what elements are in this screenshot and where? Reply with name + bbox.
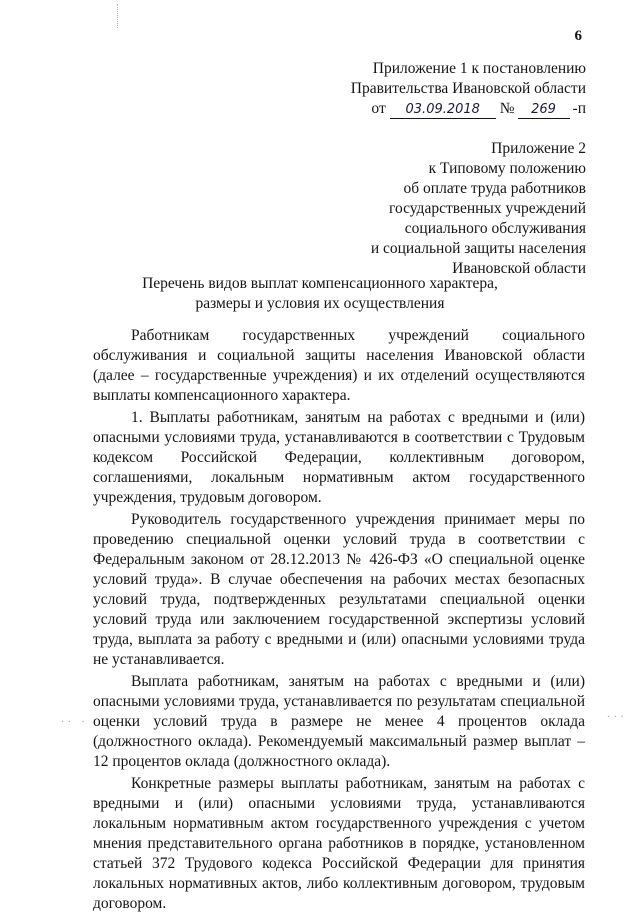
appendix2-line: и социальной защиты населения bbox=[370, 240, 586, 257]
document-title bbox=[90, 274, 550, 314]
appendix2-header bbox=[330, 139, 586, 279]
paragraph: Руководитель государственного учреждения принимает меры по проведению специальной оценки условий труда в соответствии с Федеральным законом от 28.12.2013 № 426-ФЗ «О специальной оценке условий труда». В случае обеспечения на рабочих местах безопасных условий труда, подтвержденных результатами специальной оценки условий труда или заключением государственной экспертизы условий труда, выплата за работу с вредными и (или) опасными условиями труда не устанавливается. bbox=[93, 511, 585, 668]
paragraph: 1. Выплаты работникам, занятым на работах с вредными и (или) опасными условиями труда, устанавливаются в соответствии с Трудовым кодексом Российской Федерации, коллективным договором, соглашениями, локальным нормативным актом государственного учреждения, трудовым договором. bbox=[93, 409, 585, 506]
number-label: № bbox=[499, 100, 515, 117]
paragraph: Выплата работникам, занятым на работах с вредными и (или) опасными условиями труда, устанавливается по результатам специальной оценки условий труда в размере не менее 4 процентов оклада (должностного оклада). Рекомендуемый максимальный размер выплат – 12 процентов оклада (должностного оклада). bbox=[93, 673, 585, 770]
appendix1-line2: Правительства Ивановской области bbox=[350, 80, 586, 97]
title-line2: размеры и условия их осуществления bbox=[195, 295, 445, 312]
title-line1: Перечень видов выплат компенсационного характера, bbox=[142, 275, 498, 292]
handwritten-date: 03.09.2018 bbox=[390, 102, 496, 119]
appendix2-line: об оплате труда работников bbox=[403, 180, 586, 197]
scan-mark bbox=[117, 4, 119, 28]
appendix2-line: к Типовому положению bbox=[428, 160, 586, 177]
appendix1-line1: Приложение 1 к постановлению bbox=[372, 60, 586, 77]
resolution-number-line bbox=[300, 99, 586, 119]
from-label: от bbox=[371, 100, 386, 117]
document-body bbox=[93, 326, 585, 916]
paragraph: Конкретные размеры выплаты работникам, занятым на работах с вредными и (или) опасными условиями труда, устанавливаются локальным нормативным актом государственного учреждения с учетом мнения представительного органа работников в порядке, установленном статьей 372 Трудового кодекса Российской Федерации для принятия локальных нормативных актов, либо коллективным договором, трудовым договором. bbox=[93, 775, 585, 912]
scan-dots: ··· bbox=[606, 712, 627, 721]
paragraph: Работникам государственных учреждений социального обслуживания и социальной защиты населения Ивановской области (далее – государственные учреждения) и их отделений осуществляются выплаты компенсационного характера. bbox=[93, 327, 585, 404]
appendix2-line: Ивановской области bbox=[452, 260, 586, 277]
page-number: 6 bbox=[574, 28, 582, 44]
appendix2-line: социального обслуживания bbox=[404, 220, 586, 237]
appendix2-line: Приложение 2 bbox=[491, 140, 586, 157]
number-suffix: -п bbox=[572, 100, 586, 117]
appendix2-line: государственных учреждений bbox=[389, 200, 586, 217]
appendix1-header bbox=[300, 59, 586, 119]
handwritten-number: 269 bbox=[518, 102, 570, 119]
scan-dots: ·· · bbox=[60, 717, 88, 726]
